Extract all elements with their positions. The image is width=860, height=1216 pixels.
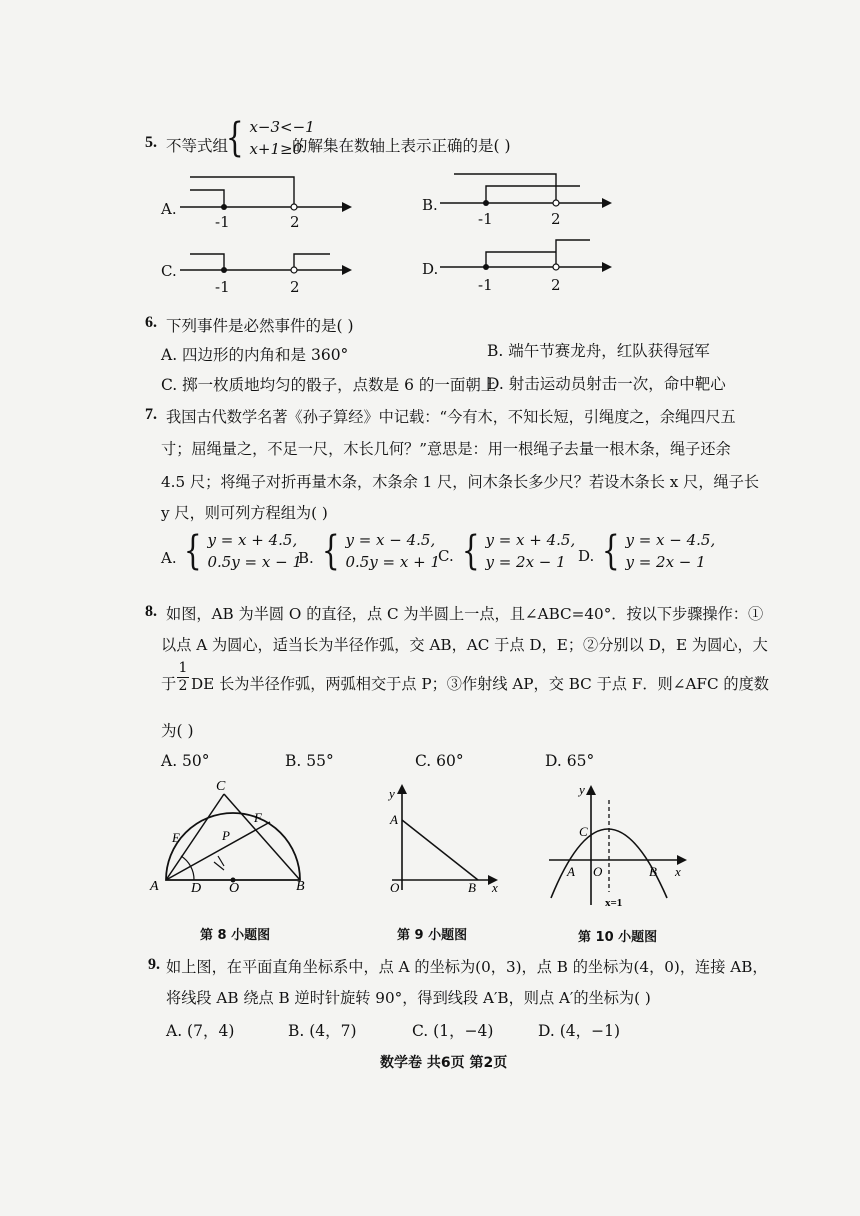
q9-line-1: 如上图，在平面直角坐标系中，点 A 的坐标为(0，3)，点 B 的坐标为(4，0)，连接 AB， [166, 958, 768, 976]
page-footer: 数学卷 共6页 第2页 [380, 1055, 508, 1071]
q5-d-tick-2: 2 [551, 276, 561, 294]
q8-option-d[interactable]: D. 65° [545, 752, 595, 770]
q6-number: 6. [145, 314, 157, 331]
fig8-label-d: D [191, 881, 202, 896]
q6-option-b[interactable]: B. 端午节赛龙舟，红队获得冠军 [487, 342, 710, 360]
fraction-numerator: 1 [178, 660, 188, 676]
fig9-caption: 第 9 小题图 [397, 928, 468, 943]
q8-number: 8. [145, 603, 157, 620]
q8-line-2: 以点 A 为圆心，适当长为半径作弧，交 AB，AC 于点 D，E；②分别以 D，E 为圆心，大 [161, 636, 768, 654]
q6-option-d[interactable]: D. 射击运动员射击一次，命中靶心 [487, 375, 726, 393]
q7-option-b-system[interactable] [318, 529, 440, 573]
q7-d-eq1: y = x − 4.5, [625, 531, 716, 549]
q5-a-tick-2: 2 [290, 213, 300, 231]
q9-line-2: 将线段 AB 绕点 B 逆时针旋转 90°，得到线段 A′B，则点 A′的坐标为( ) [166, 989, 651, 1007]
q5-c-tick-minus1: -1 [215, 278, 230, 296]
q5-stem-b: 的解集在数轴上表示正确的是( ) [292, 137, 511, 155]
fig8-label-b: B [296, 879, 305, 894]
q8-line-1: 如图，AB 为半圆 O 的直径，点 C 为半圆上一点，且∠ABC=40°．按以下步骤操作：① [166, 605, 764, 623]
q8-option-c[interactable]: C. 60° [415, 752, 464, 770]
figure-8-semicircle [150, 770, 320, 900]
fig9-label-o: O [390, 880, 400, 895]
q7-a-eq2: 0.5y = x − 1 [207, 553, 302, 571]
q7-option-d-label[interactable]: D. [578, 547, 595, 565]
fig10-symmetry-axis-label: x=1 [605, 897, 623, 909]
q6-option-c[interactable]: C. 掷一枚质地均匀的骰子，点数是 6 的一面朝上 [161, 376, 497, 394]
q5-b-tick-minus1: -1 [478, 210, 493, 228]
left-brace: { [225, 115, 244, 161]
q5-b-tick-2: 2 [551, 210, 561, 228]
q8-fraction-half [177, 660, 189, 695]
q9-option-a[interactable]: A. (7，4) [166, 1022, 235, 1040]
q7-line-2: 寸；屈绳量之，不足一尺，木长几何？”意思是：用一根绳子去量一根木条，绳子还余 [161, 440, 731, 458]
fig9-label-x: x [492, 880, 498, 895]
fig8-label-e: E [172, 830, 180, 845]
q5-a-tick-minus1: -1 [215, 213, 230, 231]
q5-option-c-label[interactable]: C. [161, 262, 177, 280]
q8-line-3-post: DE 长为半径作弧，两弧相交于点 P；③作射线 AP，交 BC 于点 F．则∠AFC 的度数 [191, 675, 769, 693]
fraction-denominator: 2 [178, 678, 188, 694]
q7-option-c-system[interactable] [458, 529, 575, 573]
q7-option-c-label[interactable]: C. [438, 547, 454, 565]
fig8-label-p: P [222, 828, 230, 843]
q5-ineq-2: x+1≥0 [249, 140, 303, 158]
q8-option-a[interactable]: A. 50° [161, 752, 210, 770]
q9-option-d[interactable]: D. (4，−1) [538, 1022, 621, 1040]
q7-c-eq2: y = 2x − 1 [485, 553, 566, 571]
q9-option-b[interactable]: B. (4，7) [288, 1022, 357, 1040]
q7-option-a-label[interactable]: A. [161, 549, 177, 567]
q7-a-eq1: y = x + 4.5, [207, 531, 298, 549]
q7-option-d-system[interactable] [598, 529, 715, 573]
fig10-label-b: B [649, 864, 657, 879]
q5-option-a-label[interactable]: A. [161, 200, 177, 218]
q9-number: 9. [148, 956, 160, 973]
q7-b-eq1: y = x − 4.5, [345, 531, 436, 549]
fig9-label-y: y [389, 786, 395, 801]
q5-numberline-d [440, 234, 615, 294]
left-brace: { [321, 528, 340, 574]
q5-ineq-1: x−3<−1 [249, 118, 315, 136]
q7-line-1: 我国古代数学名著《孙子算经》中记载：“今有木，不知长短，引绳度之，余绳四尺五 [166, 408, 736, 426]
q7-b-eq2: 0.5y = x + 1 [345, 553, 440, 571]
q5-numberline-b [440, 166, 615, 231]
fig8-caption: 第 8 小题图 [200, 928, 271, 943]
q6-stem: 下列事件是必然事件的是( ) [166, 317, 354, 335]
q5-option-b-label[interactable]: B. [422, 196, 438, 214]
fig8-label-o: O [229, 881, 240, 896]
q7-option-a-system[interactable] [180, 529, 302, 573]
left-brace: { [183, 528, 202, 574]
q5-number: 5. [145, 134, 157, 151]
q5-numberline-a [180, 170, 355, 235]
q8-option-b[interactable]: B. 55° [285, 752, 334, 770]
figure-9-axes [380, 780, 510, 900]
q5-numberline-c [180, 236, 355, 296]
fig8-label-f: F [254, 810, 262, 825]
q6-option-a[interactable]: A. 四边形的内角和是 360° [161, 346, 349, 364]
fig9-label-b: B [468, 880, 476, 895]
q5-c-tick-2: 2 [290, 278, 300, 296]
q9-option-c[interactable]: C. (1，−4) [412, 1022, 494, 1040]
q8-line-3-pre: 于 [161, 675, 177, 693]
fig10-label-y: y [579, 782, 585, 797]
q5-d-tick-minus1: -1 [478, 276, 493, 294]
q7-option-b-label[interactable]: B. [298, 549, 314, 567]
q7-number: 7. [145, 406, 157, 423]
q7-d-eq2: y = 2x − 1 [625, 553, 706, 571]
left-brace: { [601, 528, 620, 574]
fig10-label-a: A [567, 864, 575, 879]
q8-line-4: 为( ) [161, 722, 194, 740]
q5-option-d-label[interactable]: D. [422, 260, 439, 278]
q5-stem-a: 不等式组 [166, 137, 229, 155]
fig8-label-c: C [216, 779, 226, 794]
fig10-caption: 第 10 小题图 [578, 930, 658, 945]
fig8-label-a: A [150, 879, 159, 894]
q7-line-4: y 尺，则可列方程组为( ) [161, 504, 328, 522]
fig10-label-o: O [593, 864, 603, 879]
fig9-label-a: A [390, 812, 398, 827]
q7-c-eq1: y = x + 4.5, [485, 531, 576, 549]
q7-line-3: 4.5 尺；将绳子对折再量木条，木条余 1 尺，问木条长多少尺？若设木条长 x 尺，绳子长 [161, 473, 760, 491]
figure-10-parabola [545, 780, 695, 910]
fig10-label-c: C [579, 824, 588, 839]
left-brace: { [461, 528, 480, 574]
fig10-label-x: x [675, 864, 681, 879]
